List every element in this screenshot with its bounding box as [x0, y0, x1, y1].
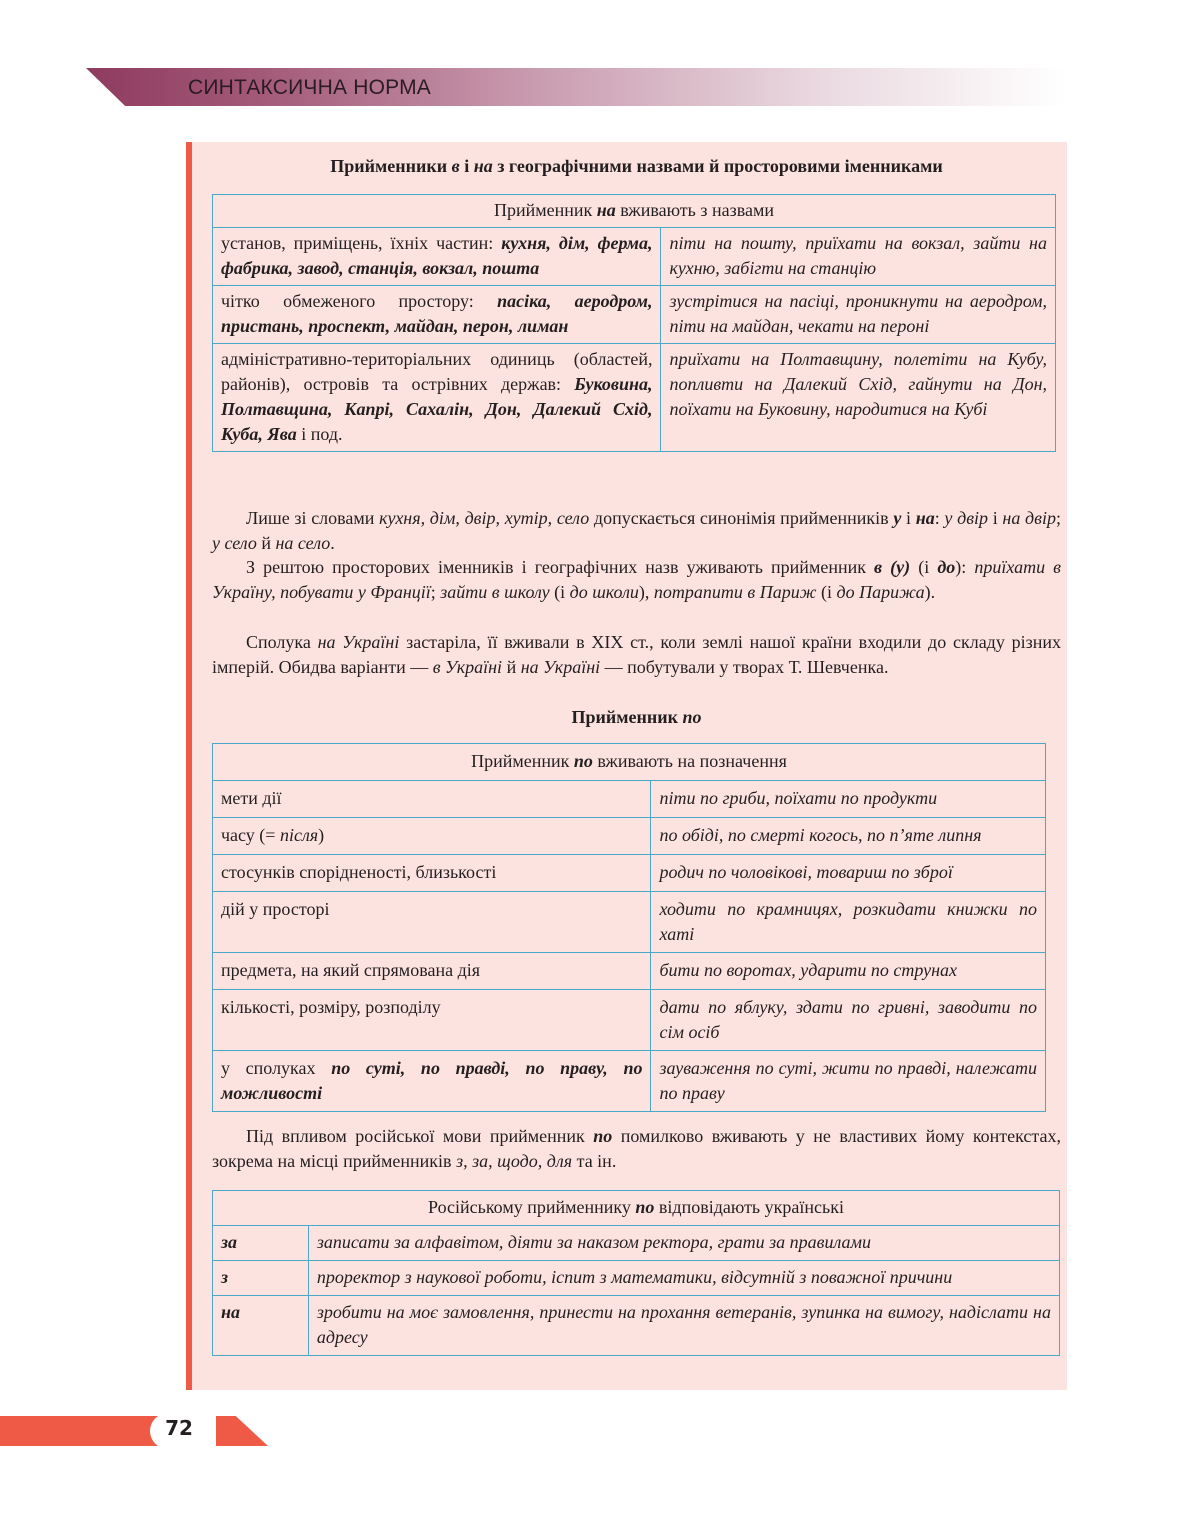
chapter-title: СИНТАКСИЧНА НОРМА — [188, 76, 431, 99]
table-cell-category: у сполуках по суті, по правді, по праву, по можливості — [213, 1051, 651, 1112]
section-title-geographic: Прийменники в і на з географічними назвами й просторовими іменниками — [330, 156, 943, 176]
table-cell-example: записати за алфавітом, діяти за наказом ректора, грати за правилами — [308, 1226, 1059, 1261]
table-row — [213, 344, 1056, 452]
table-cell-example: зауваження по суті, жити по правді, належати по праву — [651, 1051, 1046, 1112]
table-cell-preposition: з — [213, 1261, 309, 1296]
table-row — [213, 1261, 1060, 1296]
table-cell-example: родич по чоловікові, товариш по зброї — [651, 855, 1046, 892]
table-row — [213, 855, 1046, 892]
table-cell-example: приїхати на Полтавщину, полетіти на Кубу, попливти на Далекий Схід, гайнути на Дон, поїхати на Буковину, народитися на Кубі — [661, 344, 1056, 452]
table-header-cell: Російському прийменнику по відповідають українські — [213, 1191, 1060, 1226]
table-cell-example: піти на пошту, приїхати на вокзал, зайти на кухню, забігти на станцію — [661, 228, 1056, 286]
paragraph-na-ukraini: Сполука на Україні застаріла, її вживали в XIX ст., коли землі нашої країни входили до складу різних імперій. Обидва варіанти — в Україні й на Україні — побутували у творах Т. Шевченка. — [212, 632, 1061, 677]
table-row — [213, 286, 1056, 344]
table-header-cell: Прийменник по вживають на позначення — [213, 744, 1046, 781]
table-cell-example: зробити на моє замовлення, принести на прохання ветеранів, зупинка на вимогу, надіслати на адресу — [308, 1296, 1059, 1356]
table-cell-category: стосунків спорідненості, близькості — [213, 855, 651, 892]
section-title-po: Прийменник по — [571, 707, 702, 727]
table-cell-category: предмета, на який спрямована дія — [213, 953, 651, 990]
table-cell-example: дати по яблуку, здати по гривні, заводити по сім осіб — [651, 990, 1046, 1051]
table-row — [213, 1226, 1060, 1261]
table-cell-category: дій у просторі — [213, 892, 651, 953]
table-cell-example: бити по воротах, ударити по струнах — [651, 953, 1046, 990]
table-cell-category: установ, приміщень, їхніх частин: кухня, дім, ферма, фабрика, завод, станція, вокзал, пошта — [213, 228, 661, 286]
table-cell-category: чітко обмеженого простору: пасіка, аеродром, пристань, проспект, майдан, перон, лиман — [213, 286, 661, 344]
table-na-usage — [212, 194, 1056, 452]
table-cell-example: ходити по крамницях, розкидати книжки по хаті — [651, 892, 1046, 953]
table-cell-category: кількості, розміру, розподілу — [213, 990, 651, 1051]
table-header-row — [213, 1191, 1060, 1226]
table-header-row — [213, 195, 1056, 228]
table-row — [213, 1296, 1060, 1356]
table-cell-example: по обіді, по смерті когось, по п’яте липня — [651, 818, 1046, 855]
table-cell-preposition: на — [213, 1296, 309, 1356]
table-cell-preposition: за — [213, 1226, 309, 1261]
table-cell-example: проректор з наукової роботи, іспит з математики, відсутній з поважної причини — [308, 1261, 1059, 1296]
table-header-row — [213, 744, 1046, 781]
paragraph-po-errors: Під впливом російської мови прийменник по помилково вживають у не властивих йому контекстах, зокрема на місці прийменників з, за, щодо, для та ін. — [212, 1126, 1061, 1171]
page-number: 72 — [165, 1416, 193, 1440]
table-cell-example: піти по гриби, поїхати по продукти — [651, 781, 1046, 818]
table-cell-category: мети дії — [213, 781, 651, 818]
table-cell-category: адміністративно-територіальних одиниць (областей, районів), островів та острівних держав: Буковина, Полтавщина, Капрі, Сахалін, Дон, Далекий Схід, Куба, Ява і под. — [213, 344, 661, 452]
table-cell-category: часу (= після) — [213, 818, 651, 855]
paragraph-v-u: З рештою просторових іменників і географічних назв уживають прийменник в (у) (і до): приїхати в Україну, побувати у Франції; зайти в школу (і до школи), потрапити в Париж (і до Парижа). — [212, 557, 1061, 602]
table-row — [213, 228, 1056, 286]
footer-bar — [0, 1416, 164, 1446]
info-panel — [186, 142, 1067, 1390]
table-row — [213, 781, 1046, 818]
footer-arrow — [216, 1416, 268, 1446]
table-row — [213, 953, 1046, 990]
table-cell-example: зустрітися на пасіці, проникнути на аеродром, піти на майдан, чекати на пероні — [661, 286, 1056, 344]
table-row — [213, 1051, 1046, 1112]
table-po-usage — [212, 743, 1046, 1112]
table-po-equivalents — [212, 1190, 1060, 1356]
table-header-cell: Прийменник на вживають з назвами — [213, 195, 1056, 228]
table-row — [213, 818, 1046, 855]
table-row — [213, 892, 1046, 953]
table-row — [213, 990, 1046, 1051]
paragraph-synonymy: Лише зі словами кухня, дім, двір, хутір, село допускається синонімія прийменників у і на: у двір і на двір; у село й на село. — [212, 508, 1061, 553]
